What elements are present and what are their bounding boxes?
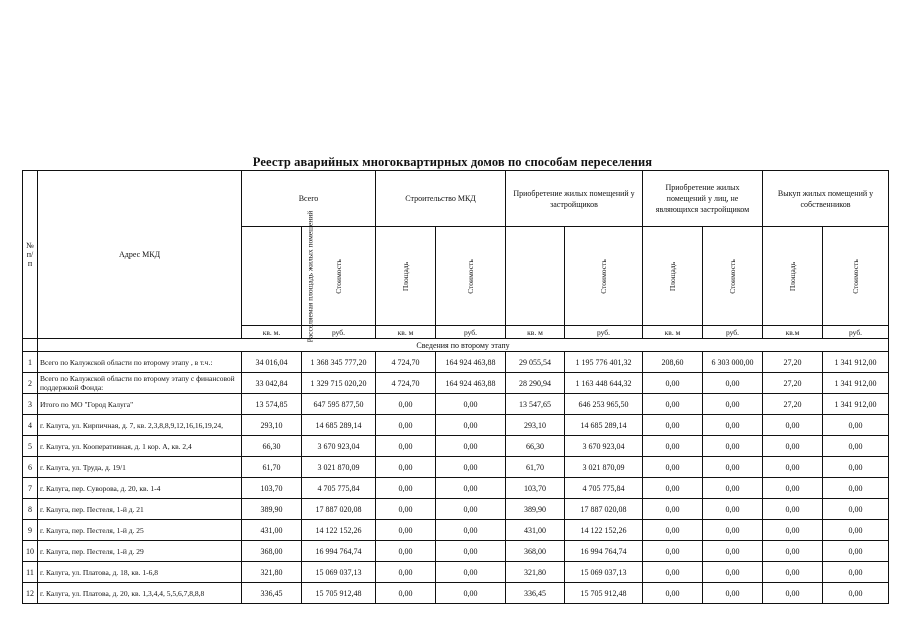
- row-cost-value: 0,00: [703, 541, 763, 562]
- row-area-value: 4 724,70: [376, 352, 436, 373]
- table-body: [23, 352, 889, 604]
- header-num: № п/п: [23, 171, 38, 339]
- row-cost-value: 164 924 463,88: [436, 373, 506, 394]
- table-row: [23, 520, 889, 541]
- row-cost-value: 1 195 776 401,32: [565, 352, 643, 373]
- table-row: [23, 352, 889, 373]
- row-area-value: 368,00: [506, 541, 565, 562]
- row-cost-value: 4 705 775,84: [565, 478, 643, 499]
- row-area-value: 0,00: [376, 457, 436, 478]
- row-area-value: 0,00: [763, 520, 823, 541]
- row-area-value: 13 547,65: [506, 394, 565, 415]
- subheader-cost: Стоимость: [823, 227, 889, 326]
- row-cost-value: 3 670 923,04: [302, 436, 376, 457]
- unit-cell: руб.: [703, 326, 763, 339]
- row-area-value: 208,60: [643, 352, 703, 373]
- row-area-value: 0,00: [643, 415, 703, 436]
- row-area-value: 431,00: [242, 520, 302, 541]
- row-area-value: 0,00: [376, 394, 436, 415]
- row-area-value: 0,00: [763, 436, 823, 457]
- row-cost-value: 0,00: [823, 478, 889, 499]
- row-area-value: 0,00: [643, 478, 703, 499]
- row-area-value: 0,00: [643, 562, 703, 583]
- row-cost-value: 0,00: [703, 520, 763, 541]
- row-cost-value: 1 368 345 777,20: [302, 352, 376, 373]
- row-number: 7: [23, 478, 38, 499]
- header-group-non-developers: Приобретение жилых помещений у лиц, не являющихся застройщиком: [643, 171, 763, 227]
- row-cost-value: 15 069 037,13: [302, 562, 376, 583]
- row-cost-value: 0,00: [703, 457, 763, 478]
- row-area-value: 0,00: [376, 499, 436, 520]
- table-row: [23, 478, 889, 499]
- row-area-value: 61,70: [242, 457, 302, 478]
- row-cost-value: 17 887 020,08: [302, 499, 376, 520]
- row-cost-value: 0,00: [823, 415, 889, 436]
- row-cost-value: 0,00: [436, 457, 506, 478]
- table-row: [23, 415, 889, 436]
- row-cost-value: 0,00: [436, 583, 506, 604]
- row-cost-value: 15 705 912,48: [302, 583, 376, 604]
- row-area-value: 33 042,84: [242, 373, 302, 394]
- row-cost-value: 0,00: [436, 562, 506, 583]
- row-area-value: 336,45: [242, 583, 302, 604]
- subheader-cost: Стоимость: [703, 227, 763, 326]
- row-cost-value: 0,00: [703, 436, 763, 457]
- unit-cell: кв.м: [763, 326, 823, 339]
- unit-cell: руб.: [823, 326, 889, 339]
- row-area-value: 103,70: [506, 478, 565, 499]
- row-area-value: 0,00: [643, 436, 703, 457]
- row-number: 6: [23, 457, 38, 478]
- row-area-value: 0,00: [643, 373, 703, 394]
- row-area-value: 0,00: [763, 457, 823, 478]
- row-number: 11: [23, 562, 38, 583]
- row-cost-value: 15 069 037,13: [565, 562, 643, 583]
- table-row: [23, 583, 889, 604]
- row-cost-value: 14 685 289,14: [302, 415, 376, 436]
- row-cost-value: 4 705 775,84: [302, 478, 376, 499]
- row-area-value: 13 574,85: [242, 394, 302, 415]
- row-cost-value: 0,00: [823, 457, 889, 478]
- row-address: Всего по Калужской области по второму этапу с финансовой поддержкой Фонда:: [38, 373, 242, 394]
- row-area-value: 0,00: [763, 499, 823, 520]
- row-area-value: 321,80: [506, 562, 565, 583]
- row-cost-value: 6 303 000,00: [703, 352, 763, 373]
- row-cost-value: 0,00: [703, 373, 763, 394]
- row-area-value: 0,00: [643, 457, 703, 478]
- row-number: 3: [23, 394, 38, 415]
- row-area-value: 0,00: [376, 583, 436, 604]
- row-area-value: 368,00: [242, 541, 302, 562]
- unit-cell: руб.: [565, 326, 643, 339]
- row-area-value: 293,10: [242, 415, 302, 436]
- row-cost-value: 16 994 764,74: [565, 541, 643, 562]
- row-cost-value: 0,00: [703, 562, 763, 583]
- row-area-value: 34 016,04: [242, 352, 302, 373]
- row-cost-value: 1 163 448 644,32: [565, 373, 643, 394]
- row-address: г. Калуга, пер. Суворова, д. 20, кв. 1-4: [38, 478, 242, 499]
- row-area-value: 0,00: [763, 583, 823, 604]
- row-cost-value: 14 122 152,26: [565, 520, 643, 541]
- row-area-value: 4 724,70: [376, 373, 436, 394]
- row-cost-value: 0,00: [823, 541, 889, 562]
- row-area-value: 0,00: [763, 541, 823, 562]
- row-area-value: 61,70: [506, 457, 565, 478]
- row-area-value: 27,20: [763, 394, 823, 415]
- row-cost-value: 17 887 020,08: [565, 499, 643, 520]
- registry-table: [22, 170, 889, 604]
- row-area-value: 0,00: [376, 415, 436, 436]
- row-area-value: 0,00: [376, 436, 436, 457]
- row-cost-value: 14 685 289,14: [565, 415, 643, 436]
- row-cost-value: 164 924 463,88: [436, 352, 506, 373]
- row-area-value: 66,30: [506, 436, 565, 457]
- row-number: 9: [23, 520, 38, 541]
- row-cost-value: 0,00: [436, 415, 506, 436]
- row-cost-value: 0,00: [703, 499, 763, 520]
- unit-cell: руб.: [436, 326, 506, 339]
- row-cost-value: 3 021 870,09: [565, 457, 643, 478]
- table-row: [23, 436, 889, 457]
- unit-cell: кв. м: [643, 326, 703, 339]
- row-cost-value: 0,00: [436, 520, 506, 541]
- subheader-area: [506, 227, 565, 326]
- row-address: г. Калуга, пер. Пестеля, 1-й д. 29: [38, 541, 242, 562]
- row-cost-value: 1 329 715 020,20: [302, 373, 376, 394]
- row-cost-value: 14 122 152,26: [302, 520, 376, 541]
- row-number: 10: [23, 541, 38, 562]
- header-group-total: Всего: [242, 171, 376, 227]
- row-cost-value: 1 341 912,00: [823, 394, 889, 415]
- row-address: г. Калуга, пер. Пестеля, 1-й д. 25: [38, 520, 242, 541]
- unit-cell: руб.: [302, 326, 376, 339]
- table-row: [23, 499, 889, 520]
- table-row: [23, 457, 889, 478]
- row-area-value: 336,45: [506, 583, 565, 604]
- header-group-developers: Приобретение жилых помещений у застройщиков: [506, 171, 643, 227]
- row-cost-value: 0,00: [436, 478, 506, 499]
- row-cost-value: 0,00: [823, 562, 889, 583]
- row-area-value: 389,90: [506, 499, 565, 520]
- row-area-value: 27,20: [763, 373, 823, 394]
- row-area-value: 103,70: [242, 478, 302, 499]
- document-title: Реестр аварийных многоквартирных домов по способам переселения: [252, 155, 653, 169]
- row-cost-value: 0,00: [823, 583, 889, 604]
- row-cost-value: 0,00: [436, 499, 506, 520]
- row-number: 2: [23, 373, 38, 394]
- header-group-buyout: Выкуп жилых помещений у собственников: [763, 171, 889, 227]
- unit-cell: кв. м.: [242, 326, 302, 339]
- row-area-value: 0,00: [376, 520, 436, 541]
- row-cost-value: 3 021 870,09: [302, 457, 376, 478]
- unit-cell: кв. м: [376, 326, 436, 339]
- row-number: 1: [23, 352, 38, 373]
- row-cost-value: 3 670 923,04: [565, 436, 643, 457]
- row-address: г. Калуга, ул. Платова, д. 18, кв. 1-6,8: [38, 562, 242, 583]
- row-area-value: 0,00: [643, 394, 703, 415]
- row-area-value: 29 055,54: [506, 352, 565, 373]
- subheader-cost: Стоимость: [302, 227, 376, 326]
- table-row: [23, 541, 889, 562]
- row-cost-value: 0,00: [436, 436, 506, 457]
- row-address: Всего по Калужской области по второму этапу , в т.ч.:: [38, 352, 242, 373]
- header-group-construction: Строительство МКД: [376, 171, 506, 227]
- subheader-area: Площадь: [763, 227, 823, 326]
- row-area-value: 27,20: [763, 352, 823, 373]
- row-address: г. Калуга, ул. Кооперативная, д. 1 кор. А, кв. 2,4: [38, 436, 242, 457]
- table-row: [23, 373, 889, 394]
- row-area-value: 0,00: [643, 520, 703, 541]
- row-address: г. Калуга, пер. Пестеля, 1-й д. 21: [38, 499, 242, 520]
- row-area-value: 0,00: [643, 499, 703, 520]
- row-area-value: 0,00: [643, 541, 703, 562]
- row-area-value: 0,00: [763, 415, 823, 436]
- row-area-value: 0,00: [376, 478, 436, 499]
- row-address: Итого по МО "Город Калуга": [38, 394, 242, 415]
- row-area-value: 293,10: [506, 415, 565, 436]
- row-cost-value: 646 253 965,50: [565, 394, 643, 415]
- row-area-value: 389,90: [242, 499, 302, 520]
- row-address: г. Калуга, ул. Платова, д. 20, кв. 1,3,4,4, 5,5,6,7,8,8,8: [38, 583, 242, 604]
- row-number: 5: [23, 436, 38, 457]
- row-area-value: 0,00: [763, 562, 823, 583]
- row-number: 8: [23, 499, 38, 520]
- row-area-value: 66,30: [242, 436, 302, 457]
- row-cost-value: 1 341 912,00: [823, 373, 889, 394]
- row-cost-value: 0,00: [436, 541, 506, 562]
- row-cost-value: 0,00: [703, 415, 763, 436]
- row-cost-value: 0,00: [823, 436, 889, 457]
- row-cost-value: 15 705 912,48: [565, 583, 643, 604]
- header-address: Адрес МКД: [38, 171, 242, 339]
- row-area-value: 431,00: [506, 520, 565, 541]
- subheader-cost: Стоимость: [565, 227, 643, 326]
- row-number: 12: [23, 583, 38, 604]
- row-cost-value: 647 595 877,50: [302, 394, 376, 415]
- row-number: 4: [23, 415, 38, 436]
- row-area-value: 0,00: [376, 541, 436, 562]
- table-row: [23, 562, 889, 583]
- section-title: Сведения по второму этапу: [38, 339, 889, 352]
- row-cost-value: 1 341 912,00: [823, 352, 889, 373]
- subheader-cost: Стоимость: [436, 227, 506, 326]
- row-address: г. Калуга, ул. Кирпичная, д. 7, кв. 2,3,8,8,9,12,16,16,19,24,: [38, 415, 242, 436]
- row-cost-value: 0,00: [703, 583, 763, 604]
- row-area-value: 0,00: [643, 583, 703, 604]
- row-cost-value: 0,00: [436, 394, 506, 415]
- subheader-area: Расселяемая площадь жилых помещений: [242, 227, 302, 326]
- row-cost-value: 16 994 764,74: [302, 541, 376, 562]
- row-cost-value: 0,00: [823, 520, 889, 541]
- subheader-area: Площадь: [643, 227, 703, 326]
- row-area-value: 321,80: [242, 562, 302, 583]
- subheader-area: Площадь: [376, 227, 436, 326]
- row-area-value: 0,00: [763, 478, 823, 499]
- unit-cell: кв. м: [506, 326, 565, 339]
- row-cost-value: 0,00: [823, 499, 889, 520]
- row-cost-value: 0,00: [703, 394, 763, 415]
- table-row: [23, 394, 889, 415]
- section-blank: [23, 339, 38, 352]
- row-address: г. Калуга, ул. Труда, д. 19/1: [38, 457, 242, 478]
- row-area-value: 0,00: [376, 562, 436, 583]
- row-area-value: 28 290,94: [506, 373, 565, 394]
- row-cost-value: 0,00: [703, 478, 763, 499]
